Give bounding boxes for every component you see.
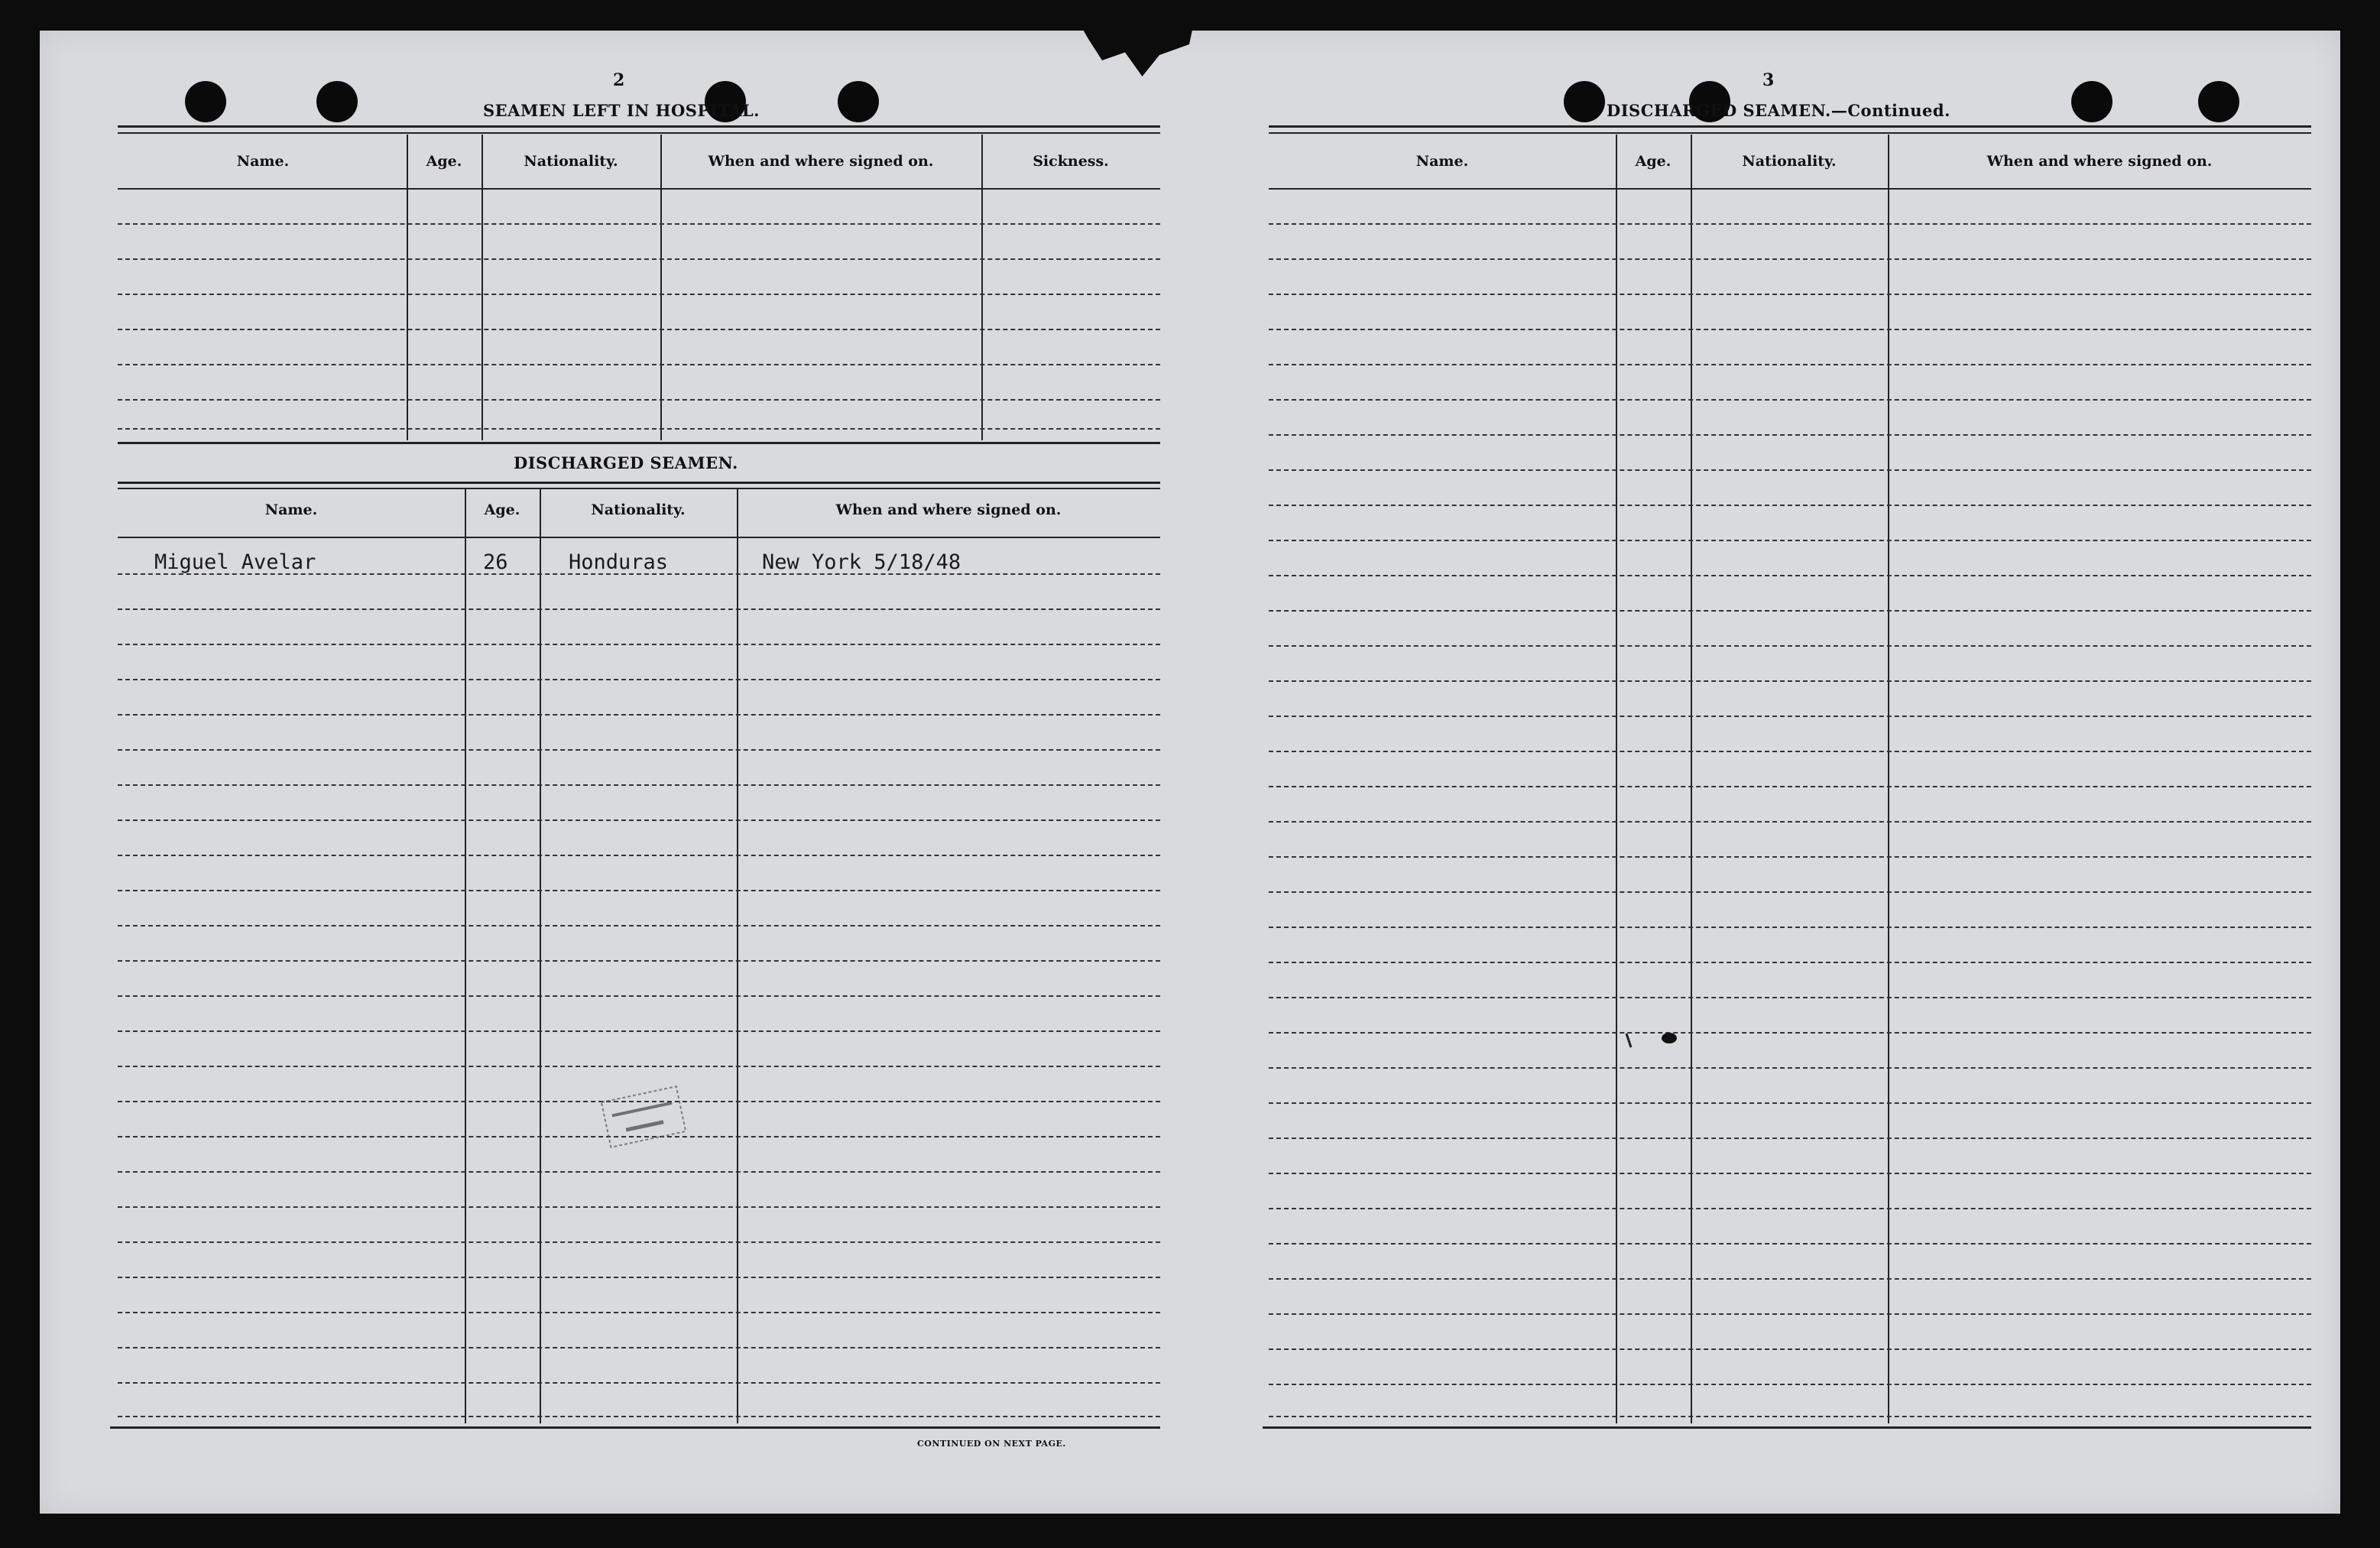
ruled-line xyxy=(118,608,1160,610)
rule xyxy=(1269,125,2311,128)
ruled-line xyxy=(118,819,1160,821)
punch-hole xyxy=(838,81,879,122)
ruled-line xyxy=(1269,1067,2311,1069)
ruled-line xyxy=(118,294,1160,295)
ruled-line xyxy=(1269,645,2311,647)
ruled-line xyxy=(1269,1348,2311,1350)
ruled-line xyxy=(118,960,1160,962)
ruled-line xyxy=(118,995,1160,997)
ruled-line xyxy=(1269,1208,2311,1209)
rule xyxy=(118,442,1160,444)
ruled-line xyxy=(1269,364,2311,365)
punch-hole xyxy=(2198,81,2239,122)
rule xyxy=(118,188,1160,190)
column-header-name: Name. xyxy=(264,501,318,518)
ruled-line xyxy=(1269,434,2311,436)
seaman-nationality: Honduras xyxy=(569,550,669,574)
punch-hole xyxy=(2071,81,2112,122)
column-header-sickness: Sickness. xyxy=(1033,153,1109,170)
discharged-continued-title: DISCHARGED SEAMEN.—Continued. xyxy=(1607,101,1950,120)
ruled-line xyxy=(1269,329,2311,330)
ruled-line xyxy=(1269,927,2311,928)
ruled-line xyxy=(118,890,1160,891)
column-divider xyxy=(981,135,983,440)
ruled-line xyxy=(1269,469,2311,471)
ruled-line xyxy=(1269,505,2311,506)
seaman-signed-on: New York 5/18/48 xyxy=(762,550,961,574)
ruled-line xyxy=(118,925,1160,927)
ruled-line xyxy=(118,399,1160,401)
document-sheet xyxy=(40,31,2340,1514)
ruled-line xyxy=(1269,821,2311,823)
ruled-line xyxy=(1269,610,2311,612)
ruled-line xyxy=(118,1382,1160,1384)
column-header-age: Age. xyxy=(484,501,520,518)
received-stamp xyxy=(595,1077,699,1163)
rule xyxy=(118,125,1160,128)
page-number: 3 xyxy=(1762,70,1775,90)
rule xyxy=(118,537,1160,538)
page-number: 2 xyxy=(613,70,625,90)
ruled-line xyxy=(1269,751,2311,752)
ruled-line xyxy=(1269,540,2311,541)
discharged-section-title: DISCHARGED SEAMEN. xyxy=(514,453,738,472)
ruled-line xyxy=(1269,786,2311,787)
ruled-line xyxy=(118,329,1160,330)
continued-footer: CONTINUED ON NEXT PAGE. xyxy=(917,1439,1066,1449)
column-header-age: Age. xyxy=(1635,153,1672,170)
ink-mark xyxy=(1622,1024,1683,1055)
ruled-line xyxy=(1269,1416,2311,1417)
column-divider xyxy=(465,489,466,1423)
ruled-line xyxy=(1269,1384,2311,1385)
column-header-nationality: Nationality. xyxy=(524,153,618,170)
ruled-line xyxy=(118,1030,1160,1032)
column-divider xyxy=(660,135,662,440)
ruled-line xyxy=(118,1171,1160,1173)
rule xyxy=(118,482,1160,484)
ruled-line xyxy=(1269,1032,2311,1034)
rule xyxy=(118,488,1160,489)
ruled-line xyxy=(1269,1102,2311,1104)
ruled-line xyxy=(1269,399,2311,401)
column-divider xyxy=(1888,135,1889,1423)
ruled-line xyxy=(118,644,1160,645)
ruled-line xyxy=(1269,1313,2311,1315)
ruled-line xyxy=(1269,258,2311,260)
ruled-line xyxy=(1269,1243,2311,1245)
column-header-nationality: Nationality. xyxy=(1742,153,1837,170)
column-divider xyxy=(1616,135,1617,1423)
column-header-nationality: Nationality. xyxy=(591,501,686,518)
ruled-line xyxy=(1269,294,2311,295)
ruled-line xyxy=(118,258,1160,260)
ruled-line xyxy=(118,1277,1160,1278)
ruled-line xyxy=(1269,997,2311,998)
ruled-line xyxy=(118,855,1160,856)
ruled-line xyxy=(1269,223,2311,225)
column-divider xyxy=(482,135,483,440)
ruled-line xyxy=(1269,1137,2311,1139)
ruled-line xyxy=(118,1416,1160,1417)
ruled-line xyxy=(118,714,1160,716)
ruled-line xyxy=(118,679,1160,680)
punch-hole xyxy=(185,81,226,122)
ruled-line xyxy=(118,784,1160,786)
ruled-line xyxy=(118,223,1160,225)
column-divider xyxy=(737,489,738,1423)
ruled-line xyxy=(1269,716,2311,717)
ruled-line xyxy=(1269,1278,2311,1280)
column-header-signed-on: When and where signed on. xyxy=(835,501,1062,518)
seaman-name: Miguel Avelar xyxy=(154,550,316,574)
ruled-line xyxy=(1269,891,2311,893)
ruled-line xyxy=(118,1347,1160,1348)
ruled-line xyxy=(118,1206,1160,1208)
rule xyxy=(1263,1426,2311,1429)
ruled-line xyxy=(118,1241,1160,1243)
rule xyxy=(1269,188,2311,190)
column-header-age: Age. xyxy=(426,153,462,170)
ruled-line xyxy=(118,364,1160,365)
ruled-line xyxy=(1269,575,2311,576)
column-header-signed-on: When and where signed on. xyxy=(1986,153,2213,170)
ruled-line xyxy=(1269,856,2311,858)
rule xyxy=(110,1426,1160,1429)
ruled-line xyxy=(118,1312,1160,1313)
column-header-name: Name. xyxy=(236,153,290,170)
column-divider xyxy=(540,489,541,1423)
ruled-line xyxy=(118,1066,1160,1067)
ruled-line xyxy=(118,749,1160,751)
ruled-line xyxy=(1269,680,2311,682)
column-header-name: Name. xyxy=(1415,153,1469,170)
ruled-line xyxy=(118,428,1160,430)
ruled-line xyxy=(1269,962,2311,963)
column-divider xyxy=(407,135,408,440)
rule xyxy=(1269,132,2311,134)
punch-hole xyxy=(316,81,358,122)
seaman-age: 26 xyxy=(483,550,508,574)
ruled-line xyxy=(118,573,1160,575)
punch-hole xyxy=(1564,81,1605,122)
hospital-section-title: SEAMEN LEFT IN HOSPITAL. xyxy=(483,101,760,120)
ruled-line xyxy=(1269,1173,2311,1174)
rule xyxy=(118,132,1160,134)
column-divider xyxy=(1691,135,1692,1423)
column-header-signed-on: When and where signed on. xyxy=(708,153,934,170)
torn-edge xyxy=(1079,23,1194,76)
